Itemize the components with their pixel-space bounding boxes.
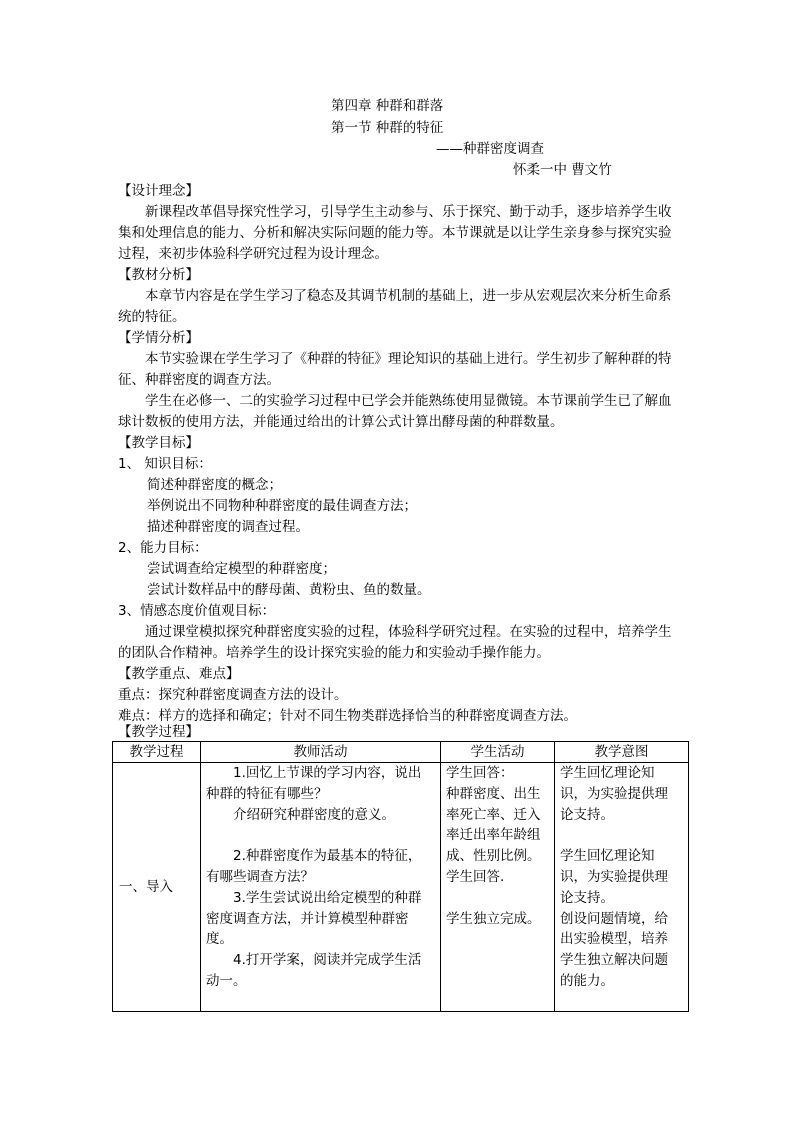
process-table	[112, 741, 689, 1012]
intent-line: 识，为实验提供理	[560, 868, 668, 885]
col-header-teacher: 教师活动	[201, 742, 441, 763]
key-point: 重点：探究种群密度调查方法的设计。	[118, 687, 348, 703]
knowledge-item-3: 描述种群密度的调查过程。	[147, 519, 309, 535]
teacher-line: 种群的特征有哪些？	[206, 785, 328, 802]
difficult-point: 难点：样方的选择和确定；针对不同生物类群选择恰当的种群密度调查方法。	[118, 708, 577, 724]
ability-item-2: 尝试计数样品中的酵母菌、黄粉虫、鱼的数量。	[147, 582, 431, 598]
teacher-line: 动一。	[206, 972, 247, 989]
knowledge-item-1: 简述种群密度的概念；	[147, 477, 282, 493]
stage-cell: 一、导入	[113, 763, 201, 1012]
intent-line: 论支持。	[560, 806, 614, 823]
intent-line: 学生回忆理论知	[560, 765, 655, 781]
teacher-line: 2.种群密度作为最基本的特征，	[233, 848, 422, 865]
intent-line: 学生独立解决问题	[560, 952, 668, 969]
intent-line: 的能力。	[560, 972, 614, 989]
teacher-line: 介绍研究种群密度的意义。	[233, 806, 395, 823]
teacher-activity-cell	[201, 763, 441, 1012]
objectives-heading: 【教学目标】	[118, 435, 199, 451]
teacher-line: 4.打开学案，阅读并完成学生活	[233, 952, 422, 969]
teacher-line: 度。	[206, 931, 233, 948]
teacher-line: 1.回忆上节课的学习内容，说出	[233, 765, 422, 781]
process-heading: 【教学过程】	[118, 724, 199, 740]
table-header-row	[113, 742, 689, 763]
student-analysis-p1: 本节实验课在学生学习了《种群的特征》理论知识的基础上进行。学生初步了解种群的特征、种群密度的调查方法。	[118, 351, 672, 388]
design-concept-heading: 【设计理念】	[118, 183, 199, 199]
student-analysis-p2: 学生在必修一、二的实验学习过程中已学会并能熟练使用显微镜。本节课前学生已了解血球计数板的使用方法，并能通过给出的计算公式计算出酵母菌的种群数量。	[118, 393, 672, 430]
knowledge-title: 1、 知识目标：	[118, 456, 212, 472]
knowledge-item-2: 举例说出不同物种种群密度的最佳调查方法；	[147, 498, 417, 514]
design-concept-text: 新课程改革倡导探究性学习，引导学生主动参与、乐于探究、勤于动手，逐步培养学生收集和处理信息的能力、分析和解决实际问题的能力等。本节课就是以让学生亲身参与探究实验过程，来初步体验科学研究过程为设计理念。	[118, 204, 672, 262]
section-title: 第一节 种群的特征	[331, 120, 444, 136]
material-analysis-text: 本章节内容是在学生学习了稳态及其调节机制的基础上，进一步从宏观层次来分析生命系统的特征。	[118, 288, 672, 325]
teacher-line: 密度调查方法，并计算模型种群密	[206, 910, 409, 927]
intent-line: 学生回忆理论知	[560, 848, 655, 865]
student-line: 率死亡率、迁入	[446, 806, 541, 823]
student-line: 学生回答.	[446, 868, 505, 885]
intent-line: 识，为实验提供理	[560, 785, 668, 802]
col-header-intent: 教学意图	[555, 742, 689, 763]
key-points-heading: 【教学重点、难点】	[118, 666, 240, 682]
ability-item-1: 尝试调查给定模型的种群密度；	[147, 561, 336, 577]
student-line: 成、性别比例。	[446, 848, 541, 865]
ability-title: 2、能力目标：	[118, 540, 208, 556]
emotion-item-1: 通过课堂模拟探究种群密度实验的过程，体验科学研究过程。在实验的过程中，培养学生的团队合作精神。培养学生的设计探究实验的能力和实验动手操作能力。	[118, 624, 672, 661]
student-line: 率迁出率年龄组	[446, 827, 541, 844]
intent-line: 创设问题情境，给	[560, 910, 668, 927]
student-line: 学生回答：	[446, 765, 514, 781]
material-analysis-heading: 【教材分析】	[118, 267, 199, 283]
teacher-line: 3.学生尝试说出给定模型的种群	[233, 889, 422, 906]
student-analysis-heading: 【学情分析】	[118, 330, 199, 346]
table-row	[113, 763, 689, 1012]
col-header-stage: 教学过程	[113, 742, 201, 763]
student-line: 学生独立完成。	[446, 910, 541, 927]
col-header-student: 学生活动	[441, 742, 555, 763]
teacher-line: 有哪些调查方法？	[206, 868, 314, 885]
intent-cell	[555, 763, 689, 1012]
intent-line: 论支持。	[560, 889, 614, 906]
subtitle: ——种群密度调查	[436, 141, 544, 157]
author-line: 怀柔一中 曹文竹	[513, 162, 612, 178]
emotion-title: 3、情感态度价值观目标：	[118, 603, 276, 619]
student-line: 种群密度、出生	[446, 785, 541, 802]
intent-line: 出实验模型，培养	[560, 931, 668, 948]
student-activity-cell	[441, 763, 555, 1012]
chapter-title: 第四章 种群和群落	[331, 98, 444, 114]
